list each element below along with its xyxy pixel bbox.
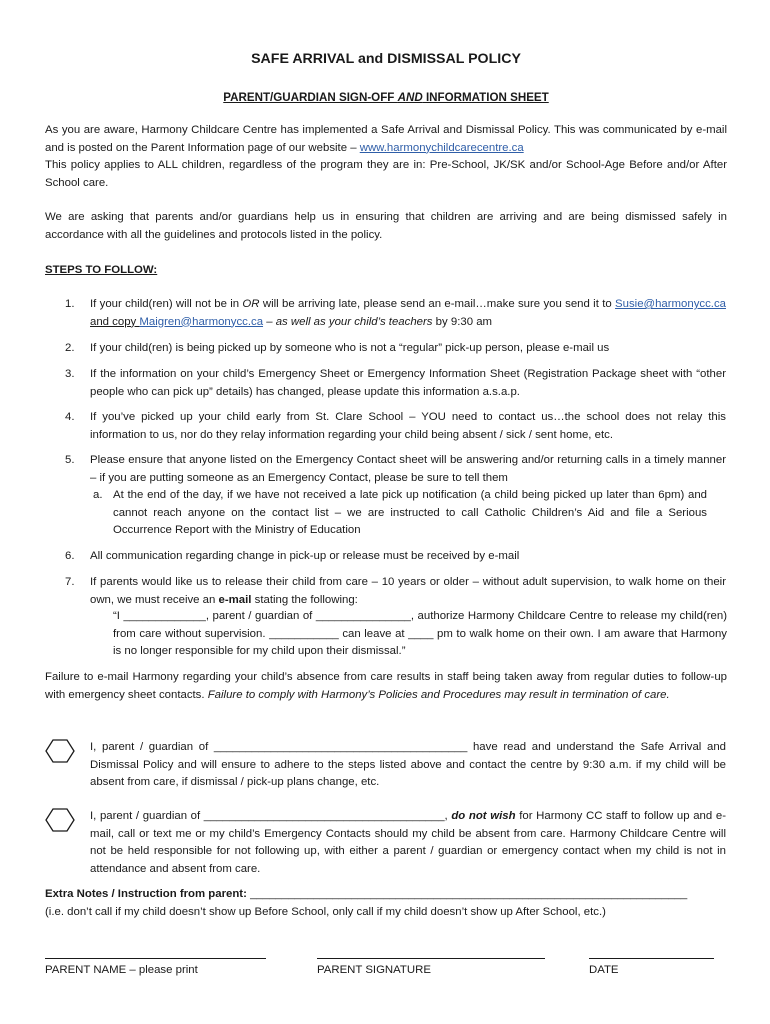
extra-notes xyxy=(45,886,727,921)
hexagon-checkbox-icon[interactable] xyxy=(45,808,75,832)
release-statement: “I _____________, parent / guardian of _______________, authorize Harmony Childcare Centre to release my child(ren) from care without supervision. ___________ can leave at ____ pm to walk home on their own. I am aware that Harmony is no longer responsible for my child upon their dismissal.” xyxy=(113,610,727,657)
parent-name-field[interactable] xyxy=(45,942,266,980)
website-link[interactable]: www.harmonychildcarecentre.ca xyxy=(359,141,524,154)
extra-notes-example: (i.e. don’t call if my child doesn’t show up Before School, only call if my child doesn’t show up After School, etc.) xyxy=(45,905,606,918)
parent-name-line[interactable] xyxy=(45,942,266,959)
hexagon-checkbox-icon[interactable] xyxy=(45,739,75,763)
request-paragraph: We are asking that parents and/or guardians help us in ensuring that children are arriving and are being dismissed safely in accordance with all the guidelines and protocols listed in the policy. xyxy=(45,211,727,241)
email-link-susie[interactable]: Susie@harmonycc.ca xyxy=(615,298,726,310)
parent-signature-line[interactable] xyxy=(317,942,545,959)
date-label: DATE xyxy=(589,964,619,976)
date-field[interactable] xyxy=(589,942,714,980)
extra-notes-line[interactable]: _____________________________________________________________________ xyxy=(246,888,688,900)
steps-heading: STEPS TO FOLLOW: xyxy=(45,264,158,276)
option-agree-text: I, parent / guardian of ________________________________________ have read and understand the Safe Arrival and Dismissal Policy and will ensure to adhere to the steps listed above and contact the centre by 9:30 a.m. if my child will be absent from care, if dismissal / pick-up plans change, etc. xyxy=(90,741,726,788)
document-subtitle: PARENT/GUARDIAN SIGN-OFF AND INFORMATION SHEET xyxy=(223,91,549,104)
parent-signature-label: PARENT SIGNATURE xyxy=(317,964,431,976)
date-line[interactable] xyxy=(589,942,714,959)
intro-paragraph: As you are aware, Harmony Childcare Centre has implemented a Safe Arrival and Dismissal Policy. This was communicated by e-mail and is posted on the Parent Information page of our website – www.harmonychildcarecentre.ca This policy applies to ALL children, regardless of the program they are in: Pre-School, JK/SK and/or School-Age Before and/or After School care. xyxy=(45,124,727,189)
extra-notes-label: Extra Notes / Instruction from parent: xyxy=(45,888,247,900)
email-link-maigren[interactable]: Maigren@harmonycc.ca xyxy=(139,315,264,328)
option-decline-text: I, parent / guardian of ______________________________________, do not wish for Harmony CC staff to follow up and e-mail, call or text me or my child’s Emergency Contacts should my child be absent from care. Harmony Childcare Centre will not be held responsible for not following up, with either a parent / guardian or emergency contact when my child is not in attendance and absent from care. xyxy=(90,810,726,875)
parent-name-label: PARENT NAME – please print xyxy=(45,964,198,976)
parent-signature-field[interactable] xyxy=(317,942,545,980)
document-title: SAFE ARRIVAL and DISMISSAL POLICY xyxy=(251,51,521,67)
failure-paragraph: Failure to e-mail Harmony regarding your child’s absence from care results in staff being taken away from regular duties to follow-up with emergency sheet contacts. Failure to comply with Harmony’s Policies and Procedures may result in termination of care. xyxy=(45,671,727,701)
